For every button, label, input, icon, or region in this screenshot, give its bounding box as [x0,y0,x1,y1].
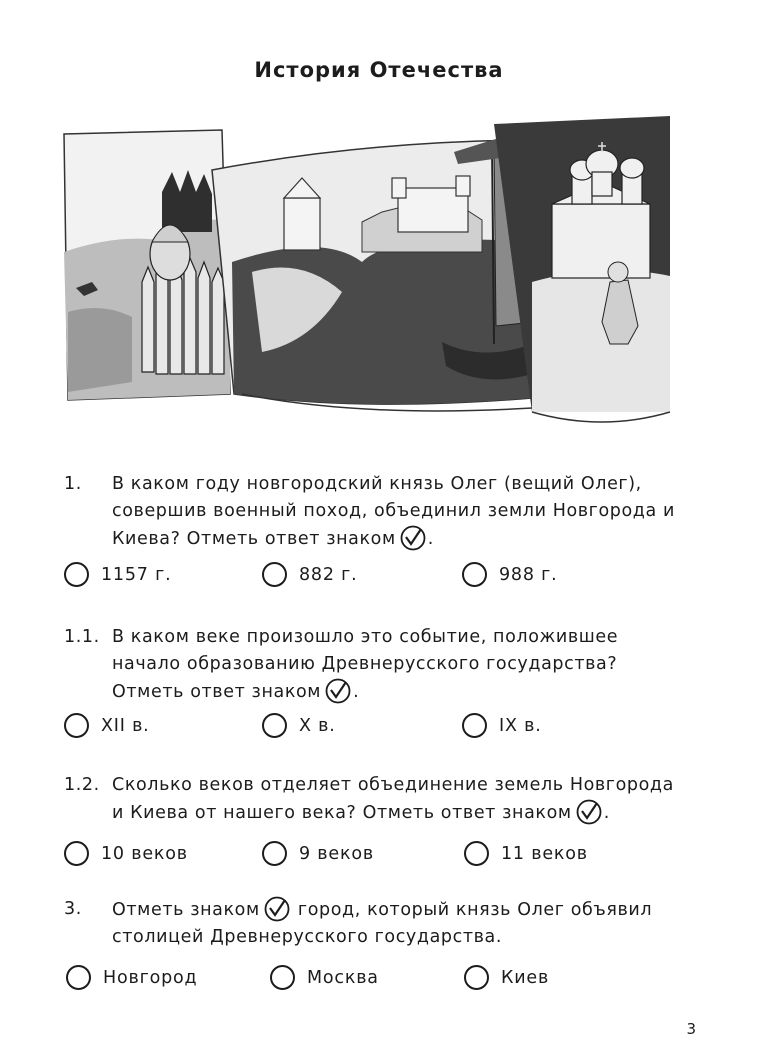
radio-circle[interactable] [262,562,287,587]
question-text: В каком веке произошло это событие, положившее начало образованию Древнерусского государства? Отметь ответ знаком . [112,627,619,702]
radio-circle[interactable] [462,713,487,738]
question-1-2 [64,772,684,827]
option-x[interactable]: X в. [262,713,336,738]
circled-check-icon [400,525,426,551]
question-1 [64,471,684,553]
answer-options-1 [64,562,684,596]
option-ix[interactable]: IX в. [462,713,542,738]
circled-check-icon [264,896,290,922]
option-10-centuries[interactable]: 10 веков [64,841,188,866]
circled-check-icon [325,678,351,704]
option-1157[interactable]: 1157 г. [64,562,171,587]
answer-options-3 [64,965,684,999]
question-number: 3. [64,899,82,919]
radio-circle[interactable] [462,562,487,587]
option-11-centuries[interactable]: 11 веков [464,841,588,866]
option-9-centuries[interactable]: 9 веков [262,841,374,866]
radio-circle[interactable] [64,562,89,587]
option-988[interactable]: 988 г. [462,562,558,587]
answer-options-1-2 [64,841,684,875]
option-xii[interactable]: XII в. [64,713,150,738]
question-number: 1.2. [64,775,100,795]
answer-options-1-1 [64,713,684,747]
page-number: 3 [686,1020,696,1038]
radio-circle[interactable] [464,965,489,990]
question-number: 1. [64,474,82,494]
radio-circle[interactable] [64,713,89,738]
radio-circle[interactable] [270,965,295,990]
circled-check-icon [576,799,602,825]
question-1-1 [64,624,684,706]
option-moskva[interactable]: Москва [270,965,379,990]
radio-circle[interactable] [262,841,287,866]
option-882[interactable]: 882 г. [262,562,358,587]
radio-circle[interactable] [464,841,489,866]
question-text: В каком году новгородский князь Олег (вещий Олег), совершив военный поход, объединил земли Новгорода и Киева? Отметь ответ знаком . [112,474,675,549]
question-text: Отметь знаком город, который князь Олег объявил столицей Древнерусского государства. [112,896,684,951]
page-title: История Отечества [254,58,504,82]
question-3 [64,896,684,951]
option-kiev[interactable]: Киев [464,965,549,990]
history-illustration [62,112,672,430]
question-text: Сколько веков отделяет объединение земель Новгорода и Киева от нашего века? Отметь ответ знаком . [112,775,674,823]
radio-circle[interactable] [64,841,89,866]
question-number: 1.1. [64,627,100,647]
radio-circle[interactable] [262,713,287,738]
radio-circle[interactable] [66,965,91,990]
option-novgorod[interactable]: Новгород [66,965,197,990]
